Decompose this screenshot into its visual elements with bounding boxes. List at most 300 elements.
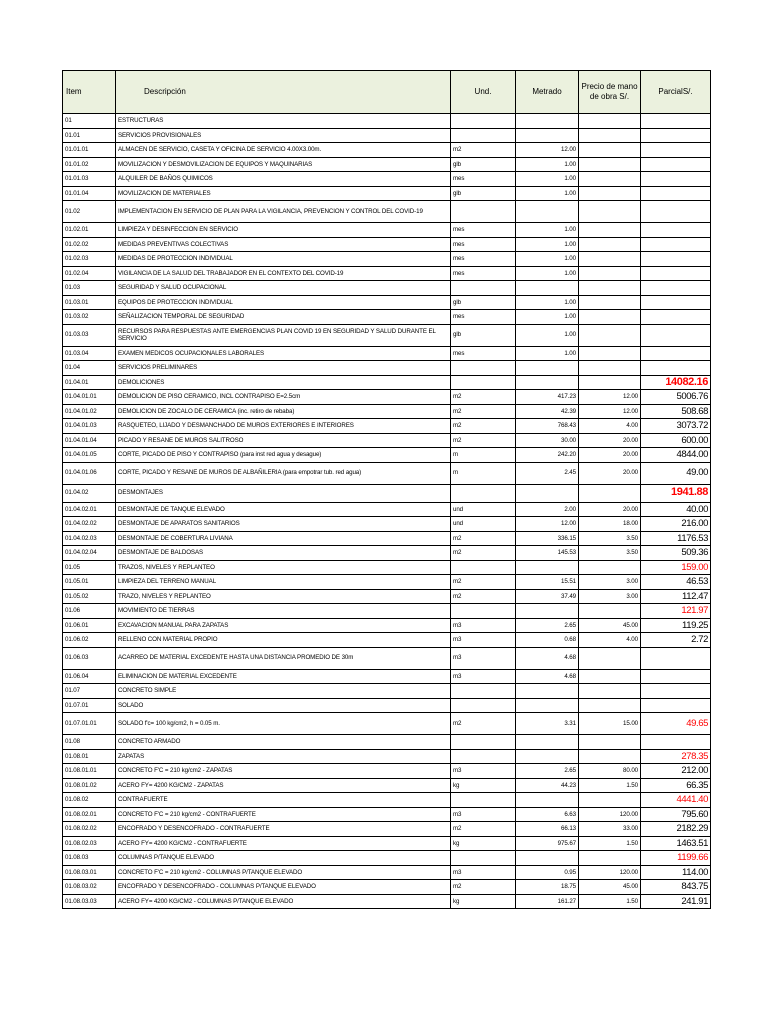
metrado-cell: 3.31 xyxy=(516,713,579,735)
table-row xyxy=(63,807,711,822)
description-cell: LIMPIEZA DEL TERRENO MANUAL xyxy=(116,575,451,590)
description-cell: ACERO FY= 4200 KG/CM2 - ZAPATAS xyxy=(116,778,451,793)
price-cell: 3.00 xyxy=(579,589,641,604)
table-row xyxy=(63,880,711,895)
item-cell: 01.04.01.05 xyxy=(63,448,116,463)
table-row xyxy=(63,281,711,296)
parcial-cell: 4844.00 xyxy=(641,448,711,463)
description-cell: PICADO Y RESANE DE MUROS SALITROSO xyxy=(116,433,451,448)
item-cell: 01.04.01.02 xyxy=(63,404,116,419)
price-cell xyxy=(579,143,641,158)
table-row xyxy=(63,618,711,633)
unit-cell: m2 xyxy=(451,390,516,405)
parcial-cell xyxy=(641,114,711,129)
parcial-cell: 66.35 xyxy=(641,778,711,793)
parcial-cell xyxy=(641,172,711,187)
item-cell: 01.05.02 xyxy=(63,589,116,604)
parcial-cell xyxy=(641,143,711,158)
parcial-cell xyxy=(641,698,711,713)
parcial-cell xyxy=(641,684,711,699)
price-cell xyxy=(579,604,641,619)
description-cell: TRAZOS, NIVELES Y REPLANTEO xyxy=(116,560,451,575)
unit-cell: glb xyxy=(451,324,516,346)
parcial-cell: 278.35 xyxy=(641,749,711,764)
unit-cell: m2 xyxy=(451,546,516,561)
metrado-cell xyxy=(516,684,579,699)
table-row xyxy=(63,633,711,648)
item-cell: 01.04.02.03 xyxy=(63,531,116,546)
price-cell: 80.00 xyxy=(579,764,641,779)
header-item: Item xyxy=(63,71,116,114)
unit-cell: m2 xyxy=(451,433,516,448)
parcial-cell: 1463.51 xyxy=(641,836,711,851)
unit-cell: m3 xyxy=(451,764,516,779)
table-row xyxy=(63,851,711,866)
item-cell: 01.08.03.02 xyxy=(63,880,116,895)
description-cell: MOVIMIENTO DE TIERRAS xyxy=(116,604,451,619)
metrado-cell xyxy=(516,851,579,866)
unit-cell: m3 xyxy=(451,647,516,669)
item-cell: 01.02.03 xyxy=(63,252,116,267)
price-cell: 120.00 xyxy=(579,865,641,880)
metrado-cell: 2.65 xyxy=(516,764,579,779)
unit-cell xyxy=(451,361,516,376)
metrado-cell xyxy=(516,560,579,575)
item-cell: 01.04.02.04 xyxy=(63,546,116,561)
description-cell: CONCRETO ARMADO xyxy=(116,735,451,750)
table-row xyxy=(63,201,711,223)
table-row xyxy=(63,361,711,376)
parcial-cell: 2.72 xyxy=(641,633,711,648)
item-cell: 01.02.01 xyxy=(63,223,116,238)
parcial-cell xyxy=(641,669,711,684)
unit-cell xyxy=(451,128,516,143)
description-cell: MOVILIZACION DE MATERIALES xyxy=(116,186,451,201)
item-cell: 01.08.01 xyxy=(63,749,116,764)
table-row xyxy=(63,128,711,143)
table-row xyxy=(63,186,711,201)
item-cell: 01.01.04 xyxy=(63,186,116,201)
item-cell: 01.01.02 xyxy=(63,157,116,172)
price-cell xyxy=(579,698,641,713)
metrado-cell: 12.00 xyxy=(516,143,579,158)
table-row xyxy=(63,604,711,619)
metrado-cell: 1.00 xyxy=(516,310,579,325)
header-und: Und. xyxy=(451,71,516,114)
parcial-cell: 121.97 xyxy=(641,604,711,619)
table-row xyxy=(63,589,711,604)
item-cell: 01.06.03 xyxy=(63,647,116,669)
price-cell xyxy=(579,851,641,866)
unit-cell: m2 xyxy=(451,404,516,419)
metrado-cell xyxy=(516,735,579,750)
table-row xyxy=(63,531,711,546)
table-row xyxy=(63,157,711,172)
parcial-cell: 509.36 xyxy=(641,546,711,561)
item-cell: 01.07.01.01 xyxy=(63,713,116,735)
table-row xyxy=(63,575,711,590)
metrado-cell: 1.00 xyxy=(516,157,579,172)
unit-cell: m xyxy=(451,462,516,484)
item-cell: 01.06.02 xyxy=(63,633,116,648)
price-cell: 15.00 xyxy=(579,713,641,735)
table-row xyxy=(63,143,711,158)
description-cell: ALMACEN DE SERVICIO, CASETA Y OFICINA DE SERVICIO 4.00X3.00m. xyxy=(116,143,451,158)
parcial-cell: 1199.66 xyxy=(641,851,711,866)
price-cell xyxy=(579,647,641,669)
parcial-cell: 4441.40 xyxy=(641,793,711,808)
item-cell: 01.04.01.03 xyxy=(63,419,116,434)
metrado-cell: 42.39 xyxy=(516,404,579,419)
header-parcial: ParcialS/. xyxy=(641,71,711,114)
table-row xyxy=(63,266,711,281)
price-cell xyxy=(579,484,641,502)
table-body xyxy=(63,114,711,909)
description-cell: ACERO FY= 4200 KG/CM2 - COLUMNAS P/TANQUE ELEVADO xyxy=(116,894,451,909)
unit-cell: und xyxy=(451,502,516,517)
parcial-cell: 212.00 xyxy=(641,764,711,779)
metrado-cell: 1.00 xyxy=(516,223,579,238)
metrado-cell: 1.00 xyxy=(516,186,579,201)
description-cell: DESMONTAJE DE APARATOS SANITARIOS xyxy=(116,517,451,532)
description-cell: CONCRETO F'C = 210 kg/cm2 - CONTRAFUERTE xyxy=(116,807,451,822)
price-cell: 1.50 xyxy=(579,778,641,793)
item-cell: 01.04.01 xyxy=(63,375,116,390)
table-row xyxy=(63,375,711,390)
parcial-cell xyxy=(641,252,711,267)
table-row xyxy=(63,114,711,129)
description-cell: SERVICIOS PROVISIONALES xyxy=(116,128,451,143)
unit-cell xyxy=(451,735,516,750)
price-cell: 33.00 xyxy=(579,822,641,837)
parcial-cell xyxy=(641,266,711,281)
unit-cell xyxy=(451,604,516,619)
header-metrado: Metrado xyxy=(516,71,579,114)
price-cell: 20.00 xyxy=(579,462,641,484)
price-cell: 18.00 xyxy=(579,517,641,532)
description-cell: RECURSOS PARA RESPUESTAS ANTE EMERGENCIAS PLAN COVID 19 EN SEGURIDAD Y SALUD DURANTE EL SERVICIO xyxy=(116,324,451,346)
description-cell: CORTE, PICADO Y RESANE DE MUROS DE ALBAÑILERIA (para empotrar tub. red agua) xyxy=(116,462,451,484)
price-cell xyxy=(579,237,641,252)
unit-cell: kg xyxy=(451,836,516,851)
unit-cell: m2 xyxy=(451,575,516,590)
parcial-cell xyxy=(641,157,711,172)
unit-cell: m2 xyxy=(451,713,516,735)
price-cell: 45.00 xyxy=(579,618,641,633)
price-cell: 12.00 xyxy=(579,404,641,419)
price-cell: 20.00 xyxy=(579,433,641,448)
metrado-cell: 4.68 xyxy=(516,647,579,669)
table-row xyxy=(63,735,711,750)
metrado-cell: 975.67 xyxy=(516,836,579,851)
item-cell: 01.07.01 xyxy=(63,698,116,713)
price-cell xyxy=(579,252,641,267)
parcial-cell: 3073.72 xyxy=(641,419,711,434)
item-cell: 01.04.01.04 xyxy=(63,433,116,448)
item-cell: 01.03.03 xyxy=(63,324,116,346)
description-cell: DEMOLICIONES xyxy=(116,375,451,390)
parcial-cell xyxy=(641,295,711,310)
parcial-cell: 40.00 xyxy=(641,502,711,517)
item-cell: 01.08 xyxy=(63,735,116,750)
description-cell: CONCRETO F'C = 210 kg/cm2 - COLUMNAS P/TANQUE ELEVADO xyxy=(116,865,451,880)
table-row xyxy=(63,698,711,713)
unit-cell: m3 xyxy=(451,865,516,880)
metrado-cell: 66.13 xyxy=(516,822,579,837)
price-cell xyxy=(579,560,641,575)
metrado-cell: 30.00 xyxy=(516,433,579,448)
metrado-cell xyxy=(516,361,579,376)
parcial-cell: 216.00 xyxy=(641,517,711,532)
description-cell: DESMONTAJES xyxy=(116,484,451,502)
metrado-cell xyxy=(516,484,579,502)
price-cell: 3.50 xyxy=(579,531,641,546)
parcial-cell xyxy=(641,281,711,296)
metrado-cell: 242.20 xyxy=(516,448,579,463)
unit-cell: mes xyxy=(451,172,516,187)
table-row xyxy=(63,546,711,561)
unit-cell: mes xyxy=(451,237,516,252)
unit-cell: m2 xyxy=(451,143,516,158)
description-cell: DEMOLICION DE PISO CERAMICO, INCL CONTRAPISO E=2.5cm xyxy=(116,390,451,405)
price-cell xyxy=(579,749,641,764)
header-descripcion: Descripción xyxy=(116,71,451,114)
metrado-cell: 4.68 xyxy=(516,669,579,684)
description-cell: SEGURIDAD Y SALUD OCUPACIONAL xyxy=(116,281,451,296)
description-cell: VIGILANCIA DE LA SALUD DEL TRABAJADOR EN EL CONTEXTO DEL COVID-19 xyxy=(116,266,451,281)
item-cell: 01.08.02.02 xyxy=(63,822,116,837)
description-cell: CONCRETO SIMPLE xyxy=(116,684,451,699)
metrado-cell xyxy=(516,698,579,713)
price-cell: 12.00 xyxy=(579,390,641,405)
parcial-cell: 112.47 xyxy=(641,589,711,604)
price-cell: 120.00 xyxy=(579,807,641,822)
description-cell: DEMOLICION DE ZOCALO DE CERAMICA (inc. retiro de rebaba) xyxy=(116,404,451,419)
item-cell: 01.01.03 xyxy=(63,172,116,187)
description-cell: DESMONTAJE DE TANQUE ELEVADO xyxy=(116,502,451,517)
price-cell xyxy=(579,223,641,238)
price-cell: 20.00 xyxy=(579,448,641,463)
item-cell: 01.08.01.02 xyxy=(63,778,116,793)
price-cell xyxy=(579,281,641,296)
description-cell: SOLADO f'c= 100 kg/cm2, h = 0.05 m. xyxy=(116,713,451,735)
item-cell: 01.01.01 xyxy=(63,143,116,158)
metrado-cell: 1.00 xyxy=(516,295,579,310)
item-cell: 01.01 xyxy=(63,128,116,143)
metrado-cell xyxy=(516,604,579,619)
table-row xyxy=(63,669,711,684)
price-cell: 1.50 xyxy=(579,836,641,851)
metrado-cell: 44.23 xyxy=(516,778,579,793)
metrado-cell: 2.65 xyxy=(516,618,579,633)
price-cell xyxy=(579,310,641,325)
description-cell: CONCRETO F'C = 210 kg/cm2 - ZAPATAS xyxy=(116,764,451,779)
unit-cell xyxy=(451,560,516,575)
description-cell: ESTRUCTURAS xyxy=(116,114,451,129)
item-cell: 01.08.03.03 xyxy=(63,894,116,909)
unit-cell: m3 xyxy=(451,618,516,633)
metrado-cell xyxy=(516,114,579,129)
price-cell: 1.50 xyxy=(579,894,641,909)
metrado-cell: 145.53 xyxy=(516,546,579,561)
item-cell: 01.04.01.06 xyxy=(63,462,116,484)
description-cell: ENCOFRADO Y DESENCOFRADO - COLUMNAS P/TANQUE ELEVADO xyxy=(116,880,451,895)
unit-cell: mes xyxy=(451,346,516,361)
table-row xyxy=(63,836,711,851)
metrado-cell: 1.00 xyxy=(516,266,579,281)
table-row xyxy=(63,404,711,419)
description-cell: ALQUILER DE BAÑOS QUIMICOS xyxy=(116,172,451,187)
parcial-cell: 843.75 xyxy=(641,880,711,895)
item-cell: 01.03 xyxy=(63,281,116,296)
item-cell: 01.02.04 xyxy=(63,266,116,281)
unit-cell: mes xyxy=(451,310,516,325)
price-cell xyxy=(579,157,641,172)
table-row xyxy=(63,346,711,361)
price-cell xyxy=(579,266,641,281)
unit-cell xyxy=(451,684,516,699)
metrado-cell xyxy=(516,375,579,390)
parcial-cell xyxy=(641,237,711,252)
unit-cell: m xyxy=(451,448,516,463)
item-cell: 01.08.02.03 xyxy=(63,836,116,851)
table-row xyxy=(63,324,711,346)
unit-cell xyxy=(451,281,516,296)
description-cell: RELLENO CON MATERIAL PROPIO xyxy=(116,633,451,648)
price-cell xyxy=(579,324,641,346)
price-cell xyxy=(579,114,641,129)
item-cell: 01.08.02.01 xyxy=(63,807,116,822)
parcial-cell xyxy=(641,346,711,361)
parcial-cell: 5006.76 xyxy=(641,390,711,405)
price-cell: 3.50 xyxy=(579,546,641,561)
parcial-cell xyxy=(641,735,711,750)
description-cell: SEÑALIZACION TEMPORAL DE SEGURIDAD xyxy=(116,310,451,325)
price-cell xyxy=(579,186,641,201)
description-cell: RASQUETEO, LIJADO Y DESMANCHADO DE MUROS EXTERIORES E INTERIORES xyxy=(116,419,451,434)
unit-cell: m3 xyxy=(451,807,516,822)
item-cell: 01.06.04 xyxy=(63,669,116,684)
table-row xyxy=(63,237,711,252)
item-cell: 01.04 xyxy=(63,361,116,376)
table-row xyxy=(63,713,711,735)
parcial-cell xyxy=(641,186,711,201)
table-row xyxy=(63,517,711,532)
table-row xyxy=(63,419,711,434)
metrado-cell: 1.00 xyxy=(516,346,579,361)
description-cell: CORTE, PICADO DE PISO Y CONTRAPISO (para inst red agua y desague) xyxy=(116,448,451,463)
description-cell: MEDIDAS PREVENTIVAS COLECTIVAS xyxy=(116,237,451,252)
unit-cell xyxy=(451,114,516,129)
parcial-cell: 49.65 xyxy=(641,713,711,735)
description-cell: MEDIDAS DE PROTECCION INDIVIDUAL xyxy=(116,252,451,267)
price-cell xyxy=(579,172,641,187)
unit-cell xyxy=(451,851,516,866)
parcial-cell xyxy=(641,128,711,143)
description-cell: ELIMINACION DE MATERIAL EXCEDENTE xyxy=(116,669,451,684)
item-cell: 01.04.02.01 xyxy=(63,502,116,517)
unit-cell: m2 xyxy=(451,419,516,434)
description-cell: ENCOFRADO Y DESENCOFRADO - CONTRAFUERTE xyxy=(116,822,451,837)
metrado-cell: 336.15 xyxy=(516,531,579,546)
description-cell: SOLADO xyxy=(116,698,451,713)
unit-cell xyxy=(451,749,516,764)
unit-cell xyxy=(451,698,516,713)
parcial-cell xyxy=(641,361,711,376)
price-cell xyxy=(579,684,641,699)
description-cell: CONTRAFUERTE xyxy=(116,793,451,808)
unit-cell: kg xyxy=(451,778,516,793)
parcial-cell: 46.53 xyxy=(641,575,711,590)
table-row xyxy=(63,502,711,517)
metrado-cell xyxy=(516,749,579,764)
metrado-cell: 2.45 xyxy=(516,462,579,484)
header-row xyxy=(63,71,711,114)
metrado-cell: 0.95 xyxy=(516,865,579,880)
metrado-cell: 1.00 xyxy=(516,324,579,346)
table-row xyxy=(63,684,711,699)
metrado-cell: 15.51 xyxy=(516,575,579,590)
table-row xyxy=(63,223,711,238)
metrado-cell xyxy=(516,128,579,143)
item-cell: 01.02 xyxy=(63,201,116,223)
item-cell: 01.08.01.01 xyxy=(63,764,116,779)
metrado-cell xyxy=(516,281,579,296)
table-row xyxy=(63,764,711,779)
item-cell: 01.08.02 xyxy=(63,793,116,808)
unit-cell: mes xyxy=(451,252,516,267)
description-cell: ZAPATAS xyxy=(116,749,451,764)
description-cell: SERVICIOS PRELIMINARES xyxy=(116,361,451,376)
price-cell xyxy=(579,361,641,376)
item-cell: 01.02.02 xyxy=(63,237,116,252)
description-cell: COLUMNAS P/TANQUE ELEVADO xyxy=(116,851,451,866)
unit-cell xyxy=(451,793,516,808)
table-row xyxy=(63,560,711,575)
parcial-cell xyxy=(641,324,711,346)
table-row xyxy=(63,172,711,187)
parcial-cell: 119.25 xyxy=(641,618,711,633)
unit-cell xyxy=(451,484,516,502)
table-row xyxy=(63,310,711,325)
item-cell: 01.04.01.01 xyxy=(63,390,116,405)
unit-cell: m2 xyxy=(451,880,516,895)
parcial-cell: 1941.88 xyxy=(641,484,711,502)
price-cell xyxy=(579,793,641,808)
metrado-cell: 2.00 xyxy=(516,502,579,517)
budget-table xyxy=(62,70,711,909)
price-cell xyxy=(579,295,641,310)
item-cell: 01.08.03 xyxy=(63,851,116,866)
unit-cell: glb xyxy=(451,186,516,201)
price-cell xyxy=(579,375,641,390)
unit-cell: m3 xyxy=(451,633,516,648)
table-row xyxy=(63,647,711,669)
table-row xyxy=(63,822,711,837)
metrado-cell: 161.27 xyxy=(516,894,579,909)
table-row xyxy=(63,865,711,880)
unit-cell: und xyxy=(451,517,516,532)
metrado-cell: 12.00 xyxy=(516,517,579,532)
table-row xyxy=(63,749,711,764)
unit-cell: m2 xyxy=(451,822,516,837)
metrado-cell: 417.23 xyxy=(516,390,579,405)
metrado-cell: 37.49 xyxy=(516,589,579,604)
metrado-cell: 1.00 xyxy=(516,252,579,267)
metrado-cell: 1.00 xyxy=(516,237,579,252)
metrado-cell xyxy=(516,201,579,223)
item-cell: 01.04.02 xyxy=(63,484,116,502)
